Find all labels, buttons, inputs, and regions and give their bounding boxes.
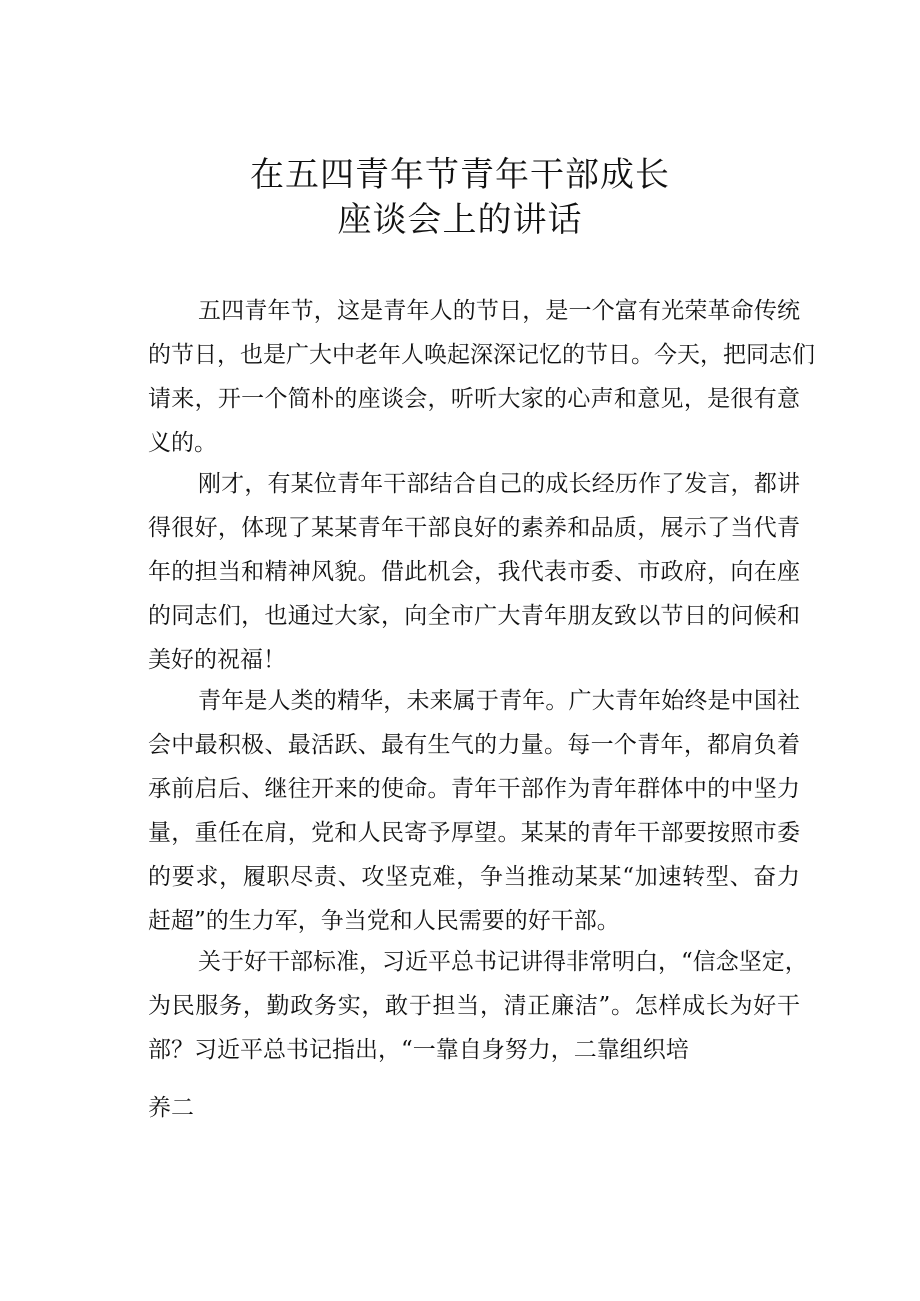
paragraph-4-line-2: 为民服务，勤政务实，敢于担当，清正廉洁”。怎样成长为好干: [148, 993, 800, 1019]
paragraph-4-line-4: 养二: [148, 1095, 194, 1121]
paragraph-1-line-3: 请来，开一个简朴的座谈会，听听大家的心声和意见，是很有意: [148, 386, 800, 412]
paragraph-1-line-1: 五四青年节，这是青年人的节日，是一个富有光荣革命传统: [198, 298, 800, 324]
paragraph-3-line-4: 量，重任在肩，党和人民寄予厚望。某某的青年干部要按照市委: [148, 820, 800, 846]
paragraph-3-line-6: 赶超”的生力军，争当党和人民需要的好干部。: [148, 908, 620, 934]
paragraph-2-line-5: 美好的祝福！: [148, 647, 286, 673]
paragraph-1-line-2: 的节日，也是广大中老年人唤起深深记忆的节日。今天，把同志们: [148, 342, 815, 368]
paragraph-3-line-2: 会中最积极、最活跃、最有生气的力量。每一个青年，都肩负着: [148, 732, 800, 758]
paragraph-1-line-4: 义的。: [148, 430, 217, 456]
title-line-1: 在五四青年节青年干部成长: [250, 155, 670, 195]
paragraph-4-line-3: 部？习近平总书记指出，“一靠自身努力，二靠组织培: [148, 1037, 689, 1063]
paragraph-3-line-5: 的要求，履职尽责、攻坚克难，争当推动某某“加速转型、奋力: [148, 864, 800, 890]
paragraph-3-line-3: 承前启后、继往开来的使命。青年干部作为青年群体中的中坚力: [148, 776, 800, 802]
title-line-2: 座谈会上的讲话: [337, 200, 583, 240]
paragraph-2-line-4: 的同志们，也通过大家，向全市广大青年朋友致以节日的问候和: [148, 603, 800, 629]
paragraph-2-line-3: 年的担当和精神风貌。借此机会，我代表市委、市政府，向在座: [148, 559, 800, 585]
paragraph-4-line-1: 关于好干部标准，习近平总书记讲得非常明白，“信念坚定，: [198, 949, 808, 975]
paragraph-2-line-2: 得很好，体现了某某青年干部良好的素养和品质，展示了当代青: [148, 515, 800, 541]
paragraph-3-line-1: 青年是人类的精华，未来属于青年。广大青年始终是中国社: [198, 688, 800, 714]
paragraph-2-line-1: 刚才，有某位青年干部结合自己的成长经历作了发言，都讲: [198, 471, 800, 497]
